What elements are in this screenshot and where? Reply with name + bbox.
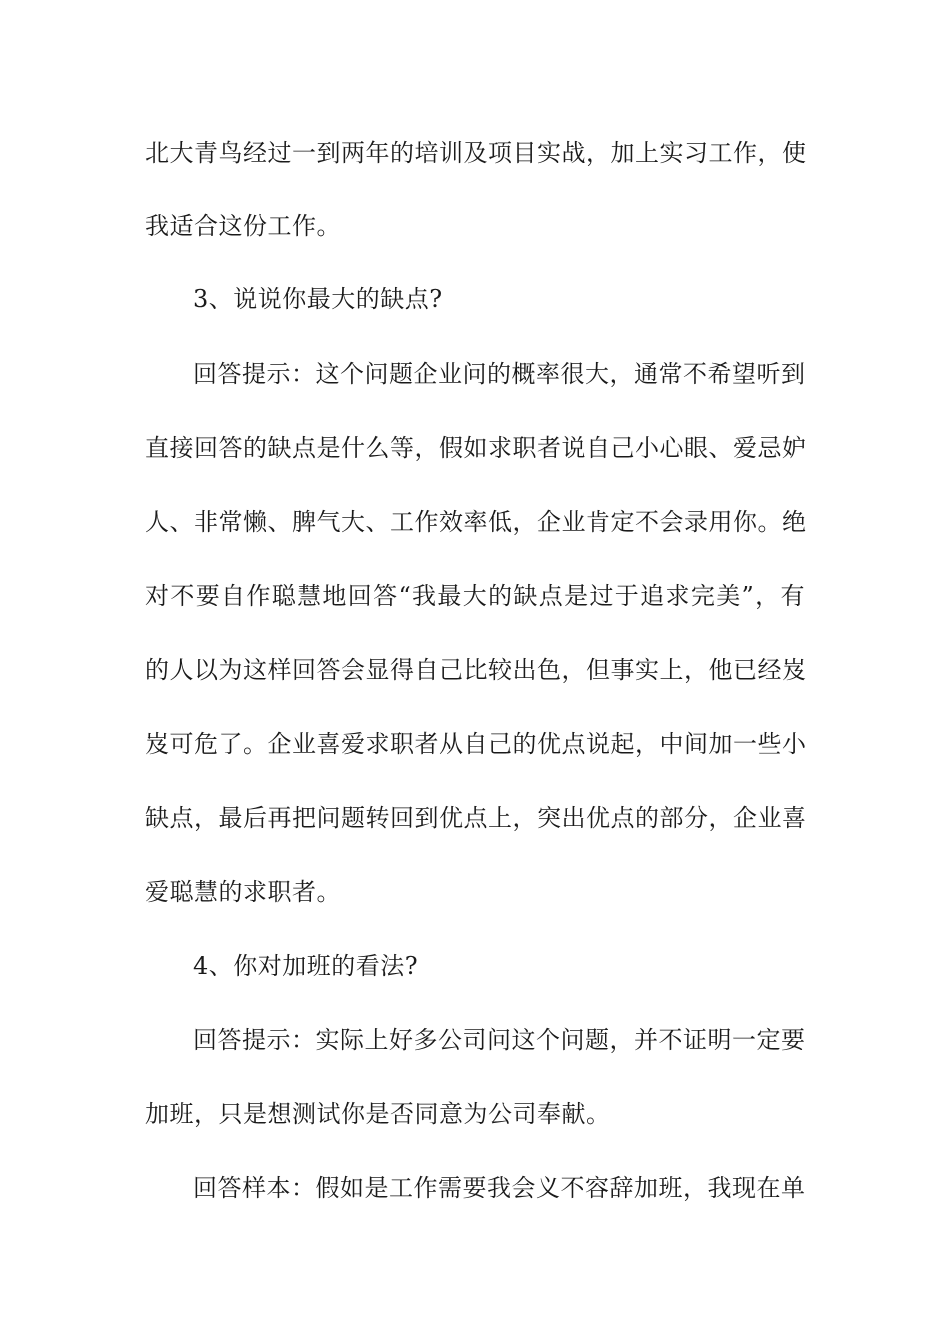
body-text-line: 的人以为这样回答会显得自己比较出色，但事实上，他已经岌 bbox=[145, 656, 807, 684]
question-heading: 3、说说你最大的缺点? bbox=[193, 285, 443, 313]
body-text-line: 加班，只是想测试你是否同意为公司奉献。 bbox=[145, 1100, 611, 1128]
body-text-line: 人、非常懒、脾气大、工作效率低，企业肯定不会录用你。绝 bbox=[145, 508, 807, 536]
body-text-line: 缺点，最后再把问题转回到优点上，突出优点的部分，企业喜 bbox=[145, 804, 807, 832]
body-text-line: 回答提示：实际上好多公司问这个问题，并不证明一定要 bbox=[193, 1026, 806, 1054]
body-text-line: 回答样本：假如是工作需要我会义不容辞加班，我现在单 bbox=[193, 1174, 806, 1202]
body-text-line: 爱聪慧的求职者。 bbox=[145, 878, 341, 906]
body-text-line: 回答提示：这个问题企业问的概率很大，通常不希望听到 bbox=[193, 360, 806, 388]
question-heading: 4、你对加班的看法? bbox=[193, 952, 419, 980]
body-text-line: 岌可危了。企业喜爱求职者从自己的优点说起，中间加一些小 bbox=[145, 730, 807, 758]
body-text-line: 我适合这份工作。 bbox=[145, 212, 341, 240]
body-text-line: 北大青鸟经过一到两年的培训及项目实战，加上实习工作，使 bbox=[145, 139, 807, 167]
body-text-line: 直接回答的缺点是什么等，假如求职者说自己小心眼、爱忌妒 bbox=[145, 434, 807, 462]
body-text-line: 对不要自作聪慧地回答“我最大的缺点是过于追求完美”，有 bbox=[145, 582, 805, 610]
